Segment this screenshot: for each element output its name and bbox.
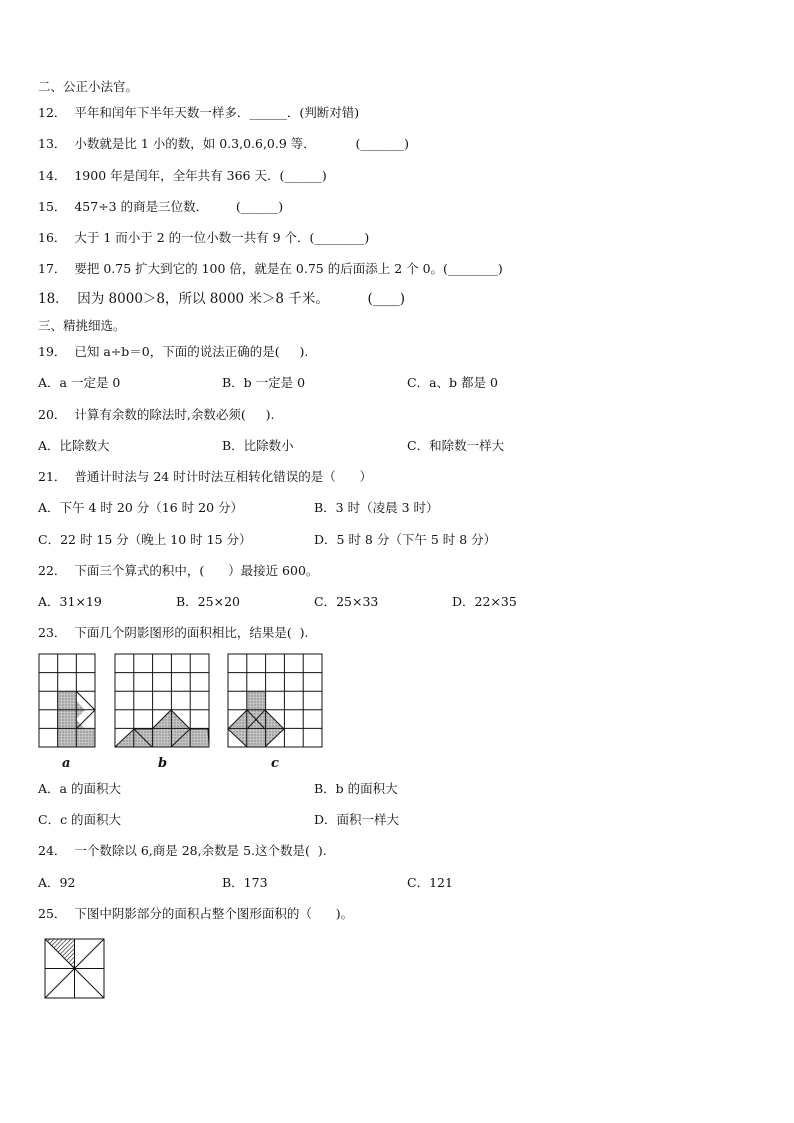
question-22: 22． 下面三个算式的积中，( ）最接近 600。 [38,563,319,578]
q23-option-b: B．b 的面积大 [314,781,398,796]
q21-option-c: C．22 时 15 分（晚上 10 时 15 分） [38,532,252,547]
q23-option-c: C．c 的面积大 [38,812,122,827]
q19-option-a: A．a 一定是 0 [38,375,121,390]
figure-label-a: a [62,756,71,771]
question-25: 25． 下图中阴影部分的面积占整个图形面积的（ )。 [38,906,354,921]
question-24: 24． 一个数除以 6,商是 28,余数是 5.这个数是( ). [38,843,327,858]
q24-option-b: B．173 [222,875,268,890]
question-18: 18． 因为 8000＞8，所以 8000 米＞8 千米。 (____) [38,291,405,307]
q20-option-a: A．比除数大 [38,438,110,453]
question-23: 23． 下面几个阴影图形的面积相比，结果是( ). [38,625,309,640]
figure-label-c: c [271,756,279,771]
q20-option-b: B．比除数小 [222,438,294,453]
grid-figure-c [227,653,325,749]
q19-option-c: C．a、b 都是 0 [407,375,498,390]
section-3-heading: 三、精挑细选。 [38,318,126,333]
question-12: 12． 平年和闰年下半年天数一样多．______．(判断对错) [38,105,360,120]
grid-figure-a [38,653,98,749]
question-13: 13． 小数就是比 1 小的数，如 0.3,0.6,0.9 等． (_______) [38,136,410,151]
square-division-figure [43,937,107,1001]
q22-option-d: D．22×35 [452,594,517,609]
question-21: 21． 普通计时法与 24 时计时法互相转化错误的是（ ） [38,469,373,484]
figure-label-b: b [158,756,168,771]
question-17: 17． 要把 0.75 扩大到它的 100 倍，就是在 0.75 的后面添上 2 个 0。(________) [38,261,503,276]
q22-option-a: A．31×19 [38,594,102,609]
q23-option-d: D．面积一样大 [314,812,400,827]
question-15: 15． 457÷3 的商是三位数． (______) [38,199,284,214]
q24-option-a: A．92 [38,875,76,890]
question-20: 20． 计算有余数的除法时,余数必须( ). [38,407,275,422]
q23-option-a: A．a 的面积大 [38,781,121,796]
q21-option-d: D．5 时 8 分（下午 5 时 8 分） [314,532,497,547]
grid-figure-b [114,653,212,749]
q24-option-c: C．121 [407,875,453,890]
question-19: 19． 已知 a÷b＝0，下面的说法正确的是( ). [38,344,309,359]
q22-option-b: B．25×20 [176,594,240,609]
q19-option-b: B．b 一定是 0 [222,375,306,390]
q21-option-b: B．3 时（凌晨 3 时） [314,500,439,515]
q20-option-c: C．和除数一样大 [407,438,505,453]
q21-option-a: A．下午 4 时 20 分（16 时 20 分） [38,500,244,515]
question-14: 14． 1900 年是闰年，全年共有 366 天．(______) [38,168,327,183]
question-16: 16． 大于 1 而小于 2 的一位小数一共有 9 个．(________) [38,230,370,245]
q22-option-c: C．25×33 [314,594,379,609]
section-2-heading: 二、公正小法官。 [38,79,139,94]
